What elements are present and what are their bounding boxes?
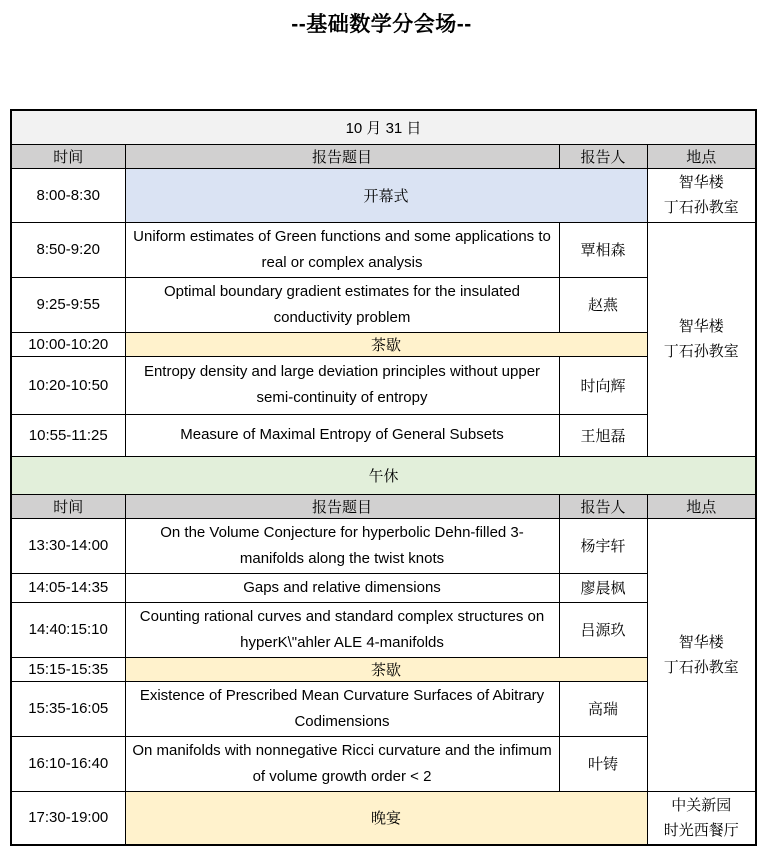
opening-ceremony-cell: 开幕式 bbox=[125, 168, 647, 222]
column-header-row-afternoon bbox=[11, 494, 756, 518]
page-title: --基础数学分会场-- bbox=[291, 13, 472, 36]
time-cell: 8:00-8:30 bbox=[11, 168, 125, 222]
col-header-location: 地点 bbox=[647, 144, 756, 168]
time-cell: 10:20-10:50 bbox=[11, 356, 125, 414]
schedule-table bbox=[10, 109, 757, 846]
speaker-cell: 吕源玖 bbox=[559, 602, 647, 657]
speaker-cell: 叶铸 bbox=[559, 736, 647, 791]
table-row-talk bbox=[11, 277, 756, 332]
talk-title-cell: Counting rational curves and standard complex structures on hyperK\"ahler ALE 4-manifolds bbox=[125, 602, 559, 657]
table-row-talk bbox=[11, 736, 756, 791]
talk-title-cell: On manifolds with nonnegative Ricci curvature and the infimum of volume growth order < 2 bbox=[125, 736, 559, 791]
table-row-banquet bbox=[11, 791, 756, 845]
column-header-row bbox=[11, 144, 756, 168]
location-cell-morning bbox=[647, 222, 756, 456]
table-row-talk bbox=[11, 518, 756, 573]
table-row-talk bbox=[11, 573, 756, 602]
table-row-opening bbox=[11, 168, 756, 222]
date-header: 10 月 31 日 bbox=[11, 110, 756, 144]
col-header-title: 报告题目 bbox=[125, 494, 559, 518]
table-row-tea-break bbox=[11, 332, 756, 356]
location-line: 智华楼 bbox=[678, 174, 724, 191]
lunch-break-cell: 午休 bbox=[11, 456, 756, 494]
time-cell: 9:25-9:55 bbox=[11, 277, 125, 332]
tea-break-cell: 茶歇 bbox=[125, 657, 647, 681]
location-cell-afternoon bbox=[647, 518, 756, 791]
time-cell: 15:15-15:35 bbox=[11, 657, 125, 681]
location-line: 智华楼 bbox=[678, 633, 724, 651]
location-line: 丁石孙教室 bbox=[663, 199, 739, 216]
time-cell: 14:05-14:35 bbox=[11, 573, 125, 602]
location-line: 中关新园 bbox=[671, 796, 732, 814]
col-header-location: 地点 bbox=[647, 494, 756, 518]
col-header-speaker: 报告人 bbox=[559, 144, 647, 168]
location-cell-banquet bbox=[647, 791, 756, 845]
time-cell: 16:10-16:40 bbox=[11, 736, 125, 791]
table-row-tea-break bbox=[11, 657, 756, 681]
table-row-lunch bbox=[11, 456, 756, 494]
speaker-cell: 王旭磊 bbox=[559, 414, 647, 456]
talk-title-cell: On the Volume Conjecture for hyperbolic Dehn-filled 3-manifolds along the twist knots bbox=[125, 518, 559, 573]
date-header-row bbox=[11, 110, 756, 144]
speaker-cell: 覃相森 bbox=[559, 222, 647, 277]
location-cell bbox=[647, 168, 756, 222]
table-row-talk bbox=[11, 681, 756, 736]
speaker-cell: 时向辉 bbox=[559, 356, 647, 414]
col-header-time: 时间 bbox=[11, 494, 125, 518]
talk-title-cell: Optimal boundary gradient estimates for the insulated conductivity problem bbox=[125, 277, 559, 332]
col-header-speaker: 报告人 bbox=[559, 494, 647, 518]
tea-break-cell: 茶歇 bbox=[125, 332, 647, 356]
talk-title-cell: Existence of Prescribed Mean Curvature Surfaces of Abitrary Codimensions bbox=[125, 681, 559, 736]
table-row-talk bbox=[11, 602, 756, 657]
time-cell: 17:30-19:00 bbox=[11, 791, 125, 845]
table-row-talk bbox=[11, 222, 756, 277]
time-cell: 10:55-11:25 bbox=[11, 414, 125, 456]
location-line: 丁石孙教室 bbox=[663, 343, 739, 360]
speaker-cell: 赵燕 bbox=[559, 277, 647, 332]
table-row-talk bbox=[11, 414, 756, 456]
time-cell: 13:30-14:00 bbox=[11, 518, 125, 573]
time-cell: 14:40:15:10 bbox=[11, 602, 125, 657]
talk-title-cell: Uniform estimates of Green functions and some applications to real or complex analysis bbox=[125, 222, 559, 277]
banquet-cell: 晚宴 bbox=[125, 791, 647, 845]
time-cell: 15:35-16:05 bbox=[11, 681, 125, 736]
col-header-time: 时间 bbox=[11, 144, 125, 168]
talk-title-cell: Measure of Maximal Entropy of General Subsets bbox=[125, 414, 559, 456]
table-row-talk bbox=[11, 356, 756, 414]
col-header-title: 报告题目 bbox=[125, 144, 559, 168]
speaker-cell: 杨宇轩 bbox=[559, 518, 647, 573]
location-line: 时光西餐厅 bbox=[663, 821, 739, 839]
location-line: 智华楼 bbox=[678, 318, 724, 335]
time-cell: 8:50-9:20 bbox=[11, 222, 125, 277]
talk-title-cell: Gaps and relative dimensions bbox=[125, 573, 559, 602]
speaker-cell: 高瑞 bbox=[559, 681, 647, 736]
time-cell: 10:00-10:20 bbox=[11, 332, 125, 356]
talk-title-cell: Entropy density and large deviation principles without upper semi-continuity of entropy bbox=[125, 356, 559, 414]
speaker-cell: 廖晨枫 bbox=[559, 573, 647, 602]
location-line: 丁石孙教室 bbox=[663, 658, 739, 676]
